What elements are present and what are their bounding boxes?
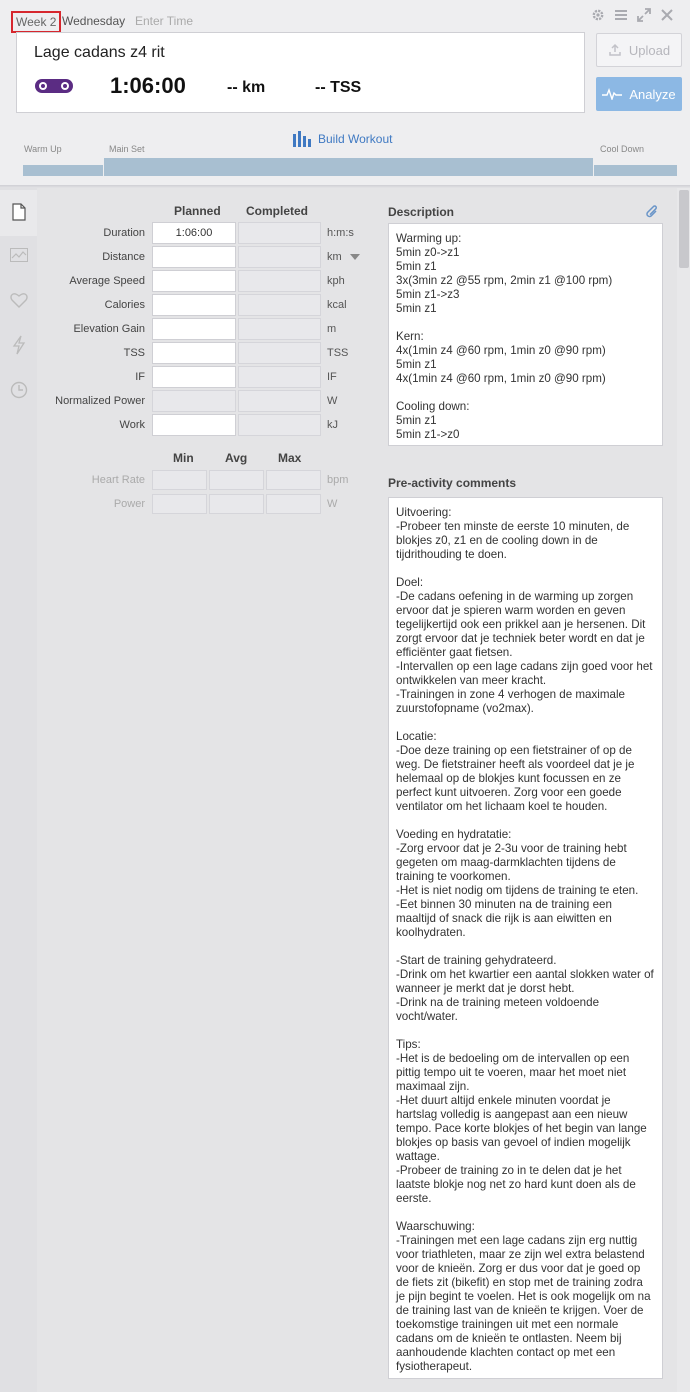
heart-icon[interactable] xyxy=(9,290,29,310)
distance-planned-input[interactable] xyxy=(152,246,236,268)
window-controls xyxy=(590,8,674,25)
work-planned-input[interactable] xyxy=(152,414,236,436)
calories-unit: kcal xyxy=(327,299,347,311)
elevation-completed-input[interactable] xyxy=(238,318,321,340)
np-label: Normalized Power xyxy=(55,395,145,407)
avg-speed-label: Average Speed xyxy=(69,275,145,287)
bike-chain-icon xyxy=(34,77,74,95)
analyze-label: Analyze xyxy=(629,86,676,102)
np-planned-input xyxy=(152,390,236,412)
elevation-planned-input[interactable] xyxy=(152,318,236,340)
pre-activity-comments-textarea[interactable]: Uitvoering: -Probeer ten minste de eerste 10 minuten, de blokjes z0, z1 en de cooling down in de tijdrithouding te doen. Doel: -De cadans oefening in de warming up zorgen ervoor dat je spieren warm worden en geven tegelijkertijd ook een prikkel aan je hersenen. Dit zorgt ervoor dat je techniek beter wordt en dat je efficiënter gaat fietsen. -Intervallen op een lage cadans zijn goed voor het ontwikkelen van meer kracht. -Trainingen in zone 4 verhogen de maximale zuurstofopname (vo2max). Locatie: -Doe deze training op een fietstrainer of op de weg. De fietstrainer heeft als voordeel dat je je helemaal op de blokjes kunt focussen en ze perfect kunt uitvoeren. Zorg voor een goede ventilator om het lichaam koel te houden. Voeding en hydratatie: -Zorg ervoor dat je 2-3u voor de training hebt gegeten om maag-darmklachten tijdens de training te voorkomen. -Het is niet nodig om tijdens de training te eten. -Eet binnen 30 minuten na de training een maaltijd of snack die rijk is aan eiwitten en koolhydraten. -Start de training gehydrateerd. -Drink om het kwartier een aantal slokken water of wanneer je merkt dat je dorst hebt. -Drink na de training meteen voldoende vocht/water. Tips: -Het is de bedoeling om de intervallen op een pittig tempo uit te voeren, maar het moet niet maximaal zijn. -Het duurt altijd enkele minuten voordat je hartslag volledig is aangepast aan een nieuw tempo. Pace korte blokjes of het begin van lange blokjes op basis van gevoel of indien mogelijk wattage. -Probeer de training zo in te delen dat je het laatste blokje nog net zo hard kunt doen als de eerste. Waarschuwing: -Trainingen met een lage cadans zijn erg nuttig voor triathleten, maar ze zijn wel extra belastend voor de knieën. Zorg er dus voor dat je goed op de fiets zit (bikefit) en stop met de training zodra je pijn begint te voelen. Het is ook mogelijk om na de training last van de knieën te krijgen. Voer de toekomstige trainingen uit met een normale cadans om de knieën te ontlasten. Neem bij aanhoudende klachten contact op met een fysiotherapeut. xyxy=(388,497,663,1379)
work-completed-input[interactable] xyxy=(238,414,321,436)
main-set-label: Main Set xyxy=(109,144,145,154)
power-unit: W xyxy=(327,498,338,510)
pulse-icon xyxy=(602,88,622,100)
elevation-unit: m xyxy=(327,323,337,335)
workout-header xyxy=(0,0,690,188)
duration-label: Duration xyxy=(103,227,145,239)
distance-label: Distance xyxy=(102,251,145,263)
duration-completed-input[interactable] xyxy=(238,222,321,244)
power-avg-input[interactable] xyxy=(209,494,264,514)
cool-down-bar[interactable] xyxy=(594,165,677,176)
upload-label: Upload xyxy=(628,42,671,58)
avg-speed-planned-input[interactable] xyxy=(152,270,236,292)
avg-speed-unit: kph xyxy=(327,275,345,287)
close-icon[interactable] xyxy=(659,8,674,25)
heart-rate-max-input[interactable] xyxy=(266,470,321,490)
expand-icon[interactable] xyxy=(636,8,651,25)
bar-chart-icon xyxy=(292,131,312,147)
upload-icon xyxy=(608,43,622,57)
work-label: Work xyxy=(119,419,145,431)
scrollbar-thumb[interactable] xyxy=(679,190,689,268)
analyze-button[interactable] xyxy=(596,77,682,111)
chart-icon[interactable] xyxy=(9,245,29,265)
max-header: Max xyxy=(278,451,302,465)
if-completed-input[interactable] xyxy=(238,366,321,388)
week-label[interactable]: Week 2 xyxy=(11,11,61,33)
heart-rate-avg-input[interactable] xyxy=(209,470,264,490)
hamburger-icon[interactable] xyxy=(613,8,628,25)
warm-up-label: Warm Up xyxy=(24,144,62,154)
distance-unit[interactable]: km xyxy=(327,251,342,263)
if-label: IF xyxy=(135,371,145,383)
avg-header: Avg xyxy=(225,451,248,465)
duration-planned-input[interactable]: 1:06:00 xyxy=(152,222,236,244)
work-unit: kJ xyxy=(327,419,338,431)
paperclip-icon[interactable] xyxy=(645,204,659,220)
duration-unit: h:m:s xyxy=(327,227,354,239)
workout-title[interactable]: Lage cadans z4 rit xyxy=(34,44,165,61)
np-completed-input[interactable] xyxy=(238,390,321,412)
calories-completed-input[interactable] xyxy=(238,294,321,316)
distance-completed-input[interactable] xyxy=(238,246,321,268)
calories-planned-input[interactable] xyxy=(152,294,236,316)
enter-time-field[interactable]: Enter Time xyxy=(135,14,194,28)
workout-summary-card xyxy=(16,32,585,113)
comments-title: Pre-activity comments xyxy=(388,476,517,490)
build-workout-label: Build Workout xyxy=(318,132,393,146)
description-title: Description xyxy=(388,205,455,219)
distance-value: -- km xyxy=(227,79,266,96)
upload-button[interactable] xyxy=(596,33,682,67)
side-tab-rail xyxy=(0,188,37,1392)
heart-rate-unit: bpm xyxy=(327,474,349,486)
day-label[interactable]: Wednesday xyxy=(62,14,126,28)
clock-icon[interactable] xyxy=(9,380,29,400)
description-textarea[interactable]: Warming up: 5min z0->z1 5min z1 3x(3min z2 @55 rpm, 2min z1 @100 rpm) 5min z1->z3 5min z1 Kern: 4x(1min z4 @60 rpm, 1min z0 @90 rpm) 5min z1 4x(1min z4 @60 rpm, 1min z0 @90 rpm) Cooling down: 5min z1 5min z1->z0 xyxy=(388,223,663,446)
np-unit: W xyxy=(327,395,338,407)
gear-icon[interactable] xyxy=(590,8,605,25)
cool-down-label: Cool Down xyxy=(600,144,645,154)
scrollbar-track[interactable] xyxy=(677,188,690,1392)
warm-up-bar[interactable] xyxy=(23,165,103,176)
power-max-input[interactable] xyxy=(266,494,321,514)
avg-speed-completed-input[interactable] xyxy=(238,270,321,292)
document-icon[interactable] xyxy=(9,202,29,222)
elevation-label: Elevation Gain xyxy=(73,323,145,335)
calories-label: Calories xyxy=(104,299,145,311)
heart-rate-min-input[interactable] xyxy=(152,470,207,490)
heart-rate-label: Heart Rate xyxy=(91,474,145,486)
tss-completed-input[interactable] xyxy=(238,342,321,364)
tss-label: TSS xyxy=(123,347,145,359)
main-set-bar[interactable] xyxy=(104,158,593,176)
tss-value: -- TSS xyxy=(315,79,362,96)
power-label: Power xyxy=(113,498,145,510)
tss-planned-input[interactable] xyxy=(152,342,236,364)
duration-value: 1:06:00 xyxy=(110,73,186,98)
lightning-icon[interactable] xyxy=(9,335,29,355)
build-workout-link[interactable] xyxy=(292,131,392,147)
header-divider xyxy=(0,185,690,188)
unit-dropdown-icon[interactable] xyxy=(350,254,360,260)
if-planned-input[interactable] xyxy=(152,366,236,388)
min-header: Min xyxy=(173,451,194,465)
if-unit: IF xyxy=(327,371,337,383)
tss-unit: TSS xyxy=(327,347,349,359)
power-min-input[interactable] xyxy=(152,494,207,514)
planned-header: Planned xyxy=(174,204,221,218)
completed-header: Completed xyxy=(246,204,309,218)
